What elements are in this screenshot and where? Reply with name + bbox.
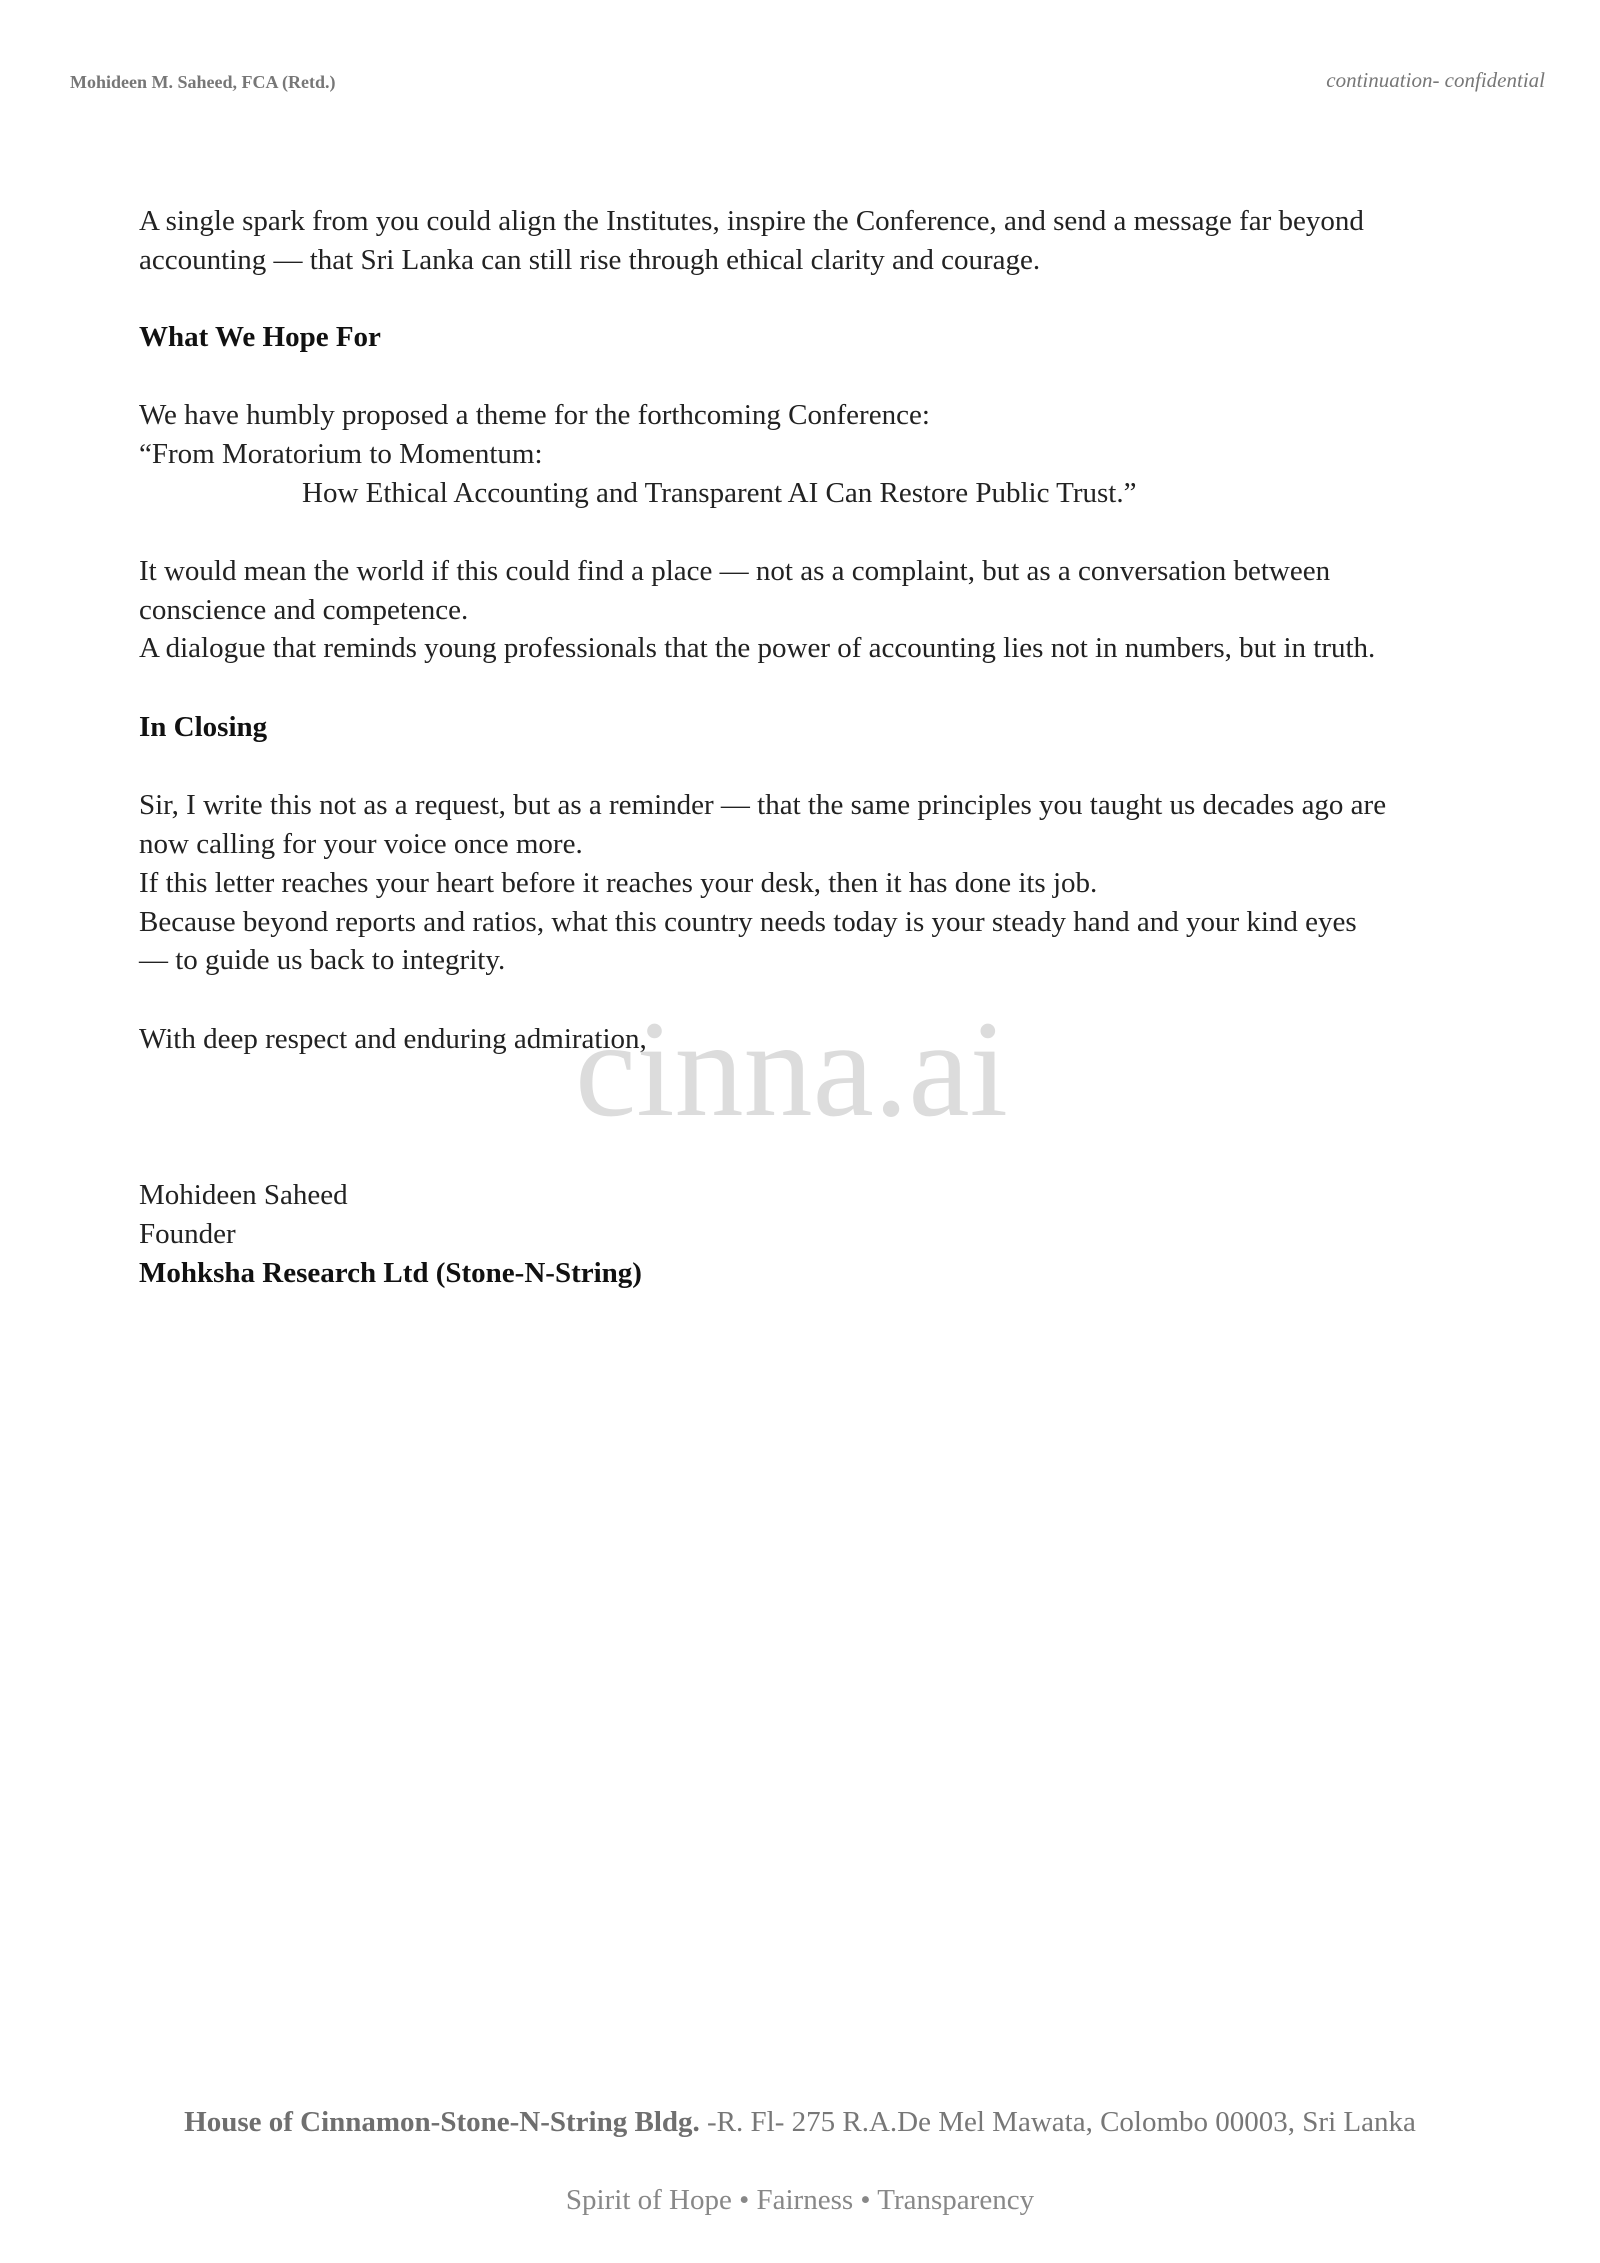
body-line: A dialogue that reminds young professionals that the power of accounting lies not in numbers, but in truth.	[139, 632, 1376, 664]
footer-street: -R. Fl- 275 R.A.De Mel Mawata, Colombo 00003, Sri Lanka	[699, 2106, 1416, 2138]
signoff: With deep respect and enduring admiration,	[139, 1023, 647, 1055]
signature-company: Mohksha Research Ltd (Stone-N-String)	[139, 1257, 642, 1289]
body-line: conscience and competence.	[139, 594, 469, 626]
footer-address	[0, 2106, 1600, 2139]
section-heading: In Closing	[139, 711, 268, 743]
body-line: It would mean the world if this could find a place — not as a complaint, but as a conversation between	[139, 555, 1331, 587]
header-author: Mohideen M. Saheed, FCA (Retd.)	[70, 72, 336, 92]
signature-title: Founder	[139, 1218, 236, 1250]
body-line: If this letter reaches your heart before it reaches your desk, then it has done its job.	[139, 867, 1098, 899]
section-heading: What We Hope For	[139, 321, 381, 353]
body-line: How Ethical Accounting and Transparent AI Can Restore Public Trust.”	[302, 477, 1137, 509]
footer-building: House of Cinnamon-Stone-N-String Bldg.	[184, 2106, 700, 2138]
body-line: now calling for your voice once more.	[139, 828, 583, 860]
body-line: Because beyond reports and ratios, what this country needs today is your steady hand and your kind eyes	[139, 906, 1357, 938]
body-line: Sir, I write this not as a request, but as a reminder — that the same principles you taught us decades ago are	[139, 789, 1387, 821]
watermark: cinna.ai	[575, 992, 1008, 1145]
body-line: “From Moratorium to Momentum:	[139, 438, 543, 470]
footer-tagline: Spirit of Hope • Fairness • Transparency	[565, 2184, 1035, 2216]
body-line: — to guide us back to integrity.	[139, 944, 506, 976]
body-line: A single spark from you could align the Institutes, inspire the Conference, and send a message far beyond	[139, 205, 1364, 237]
signature-name: Mohideen Saheed	[139, 1179, 348, 1211]
body-line: We have humbly proposed a theme for the forthcoming Conference:	[139, 399, 930, 431]
header-confidential: continuation- confidential	[1326, 68, 1545, 92]
body-line: accounting — that Sri Lanka can still rise through ethical clarity and courage.	[139, 244, 1041, 276]
